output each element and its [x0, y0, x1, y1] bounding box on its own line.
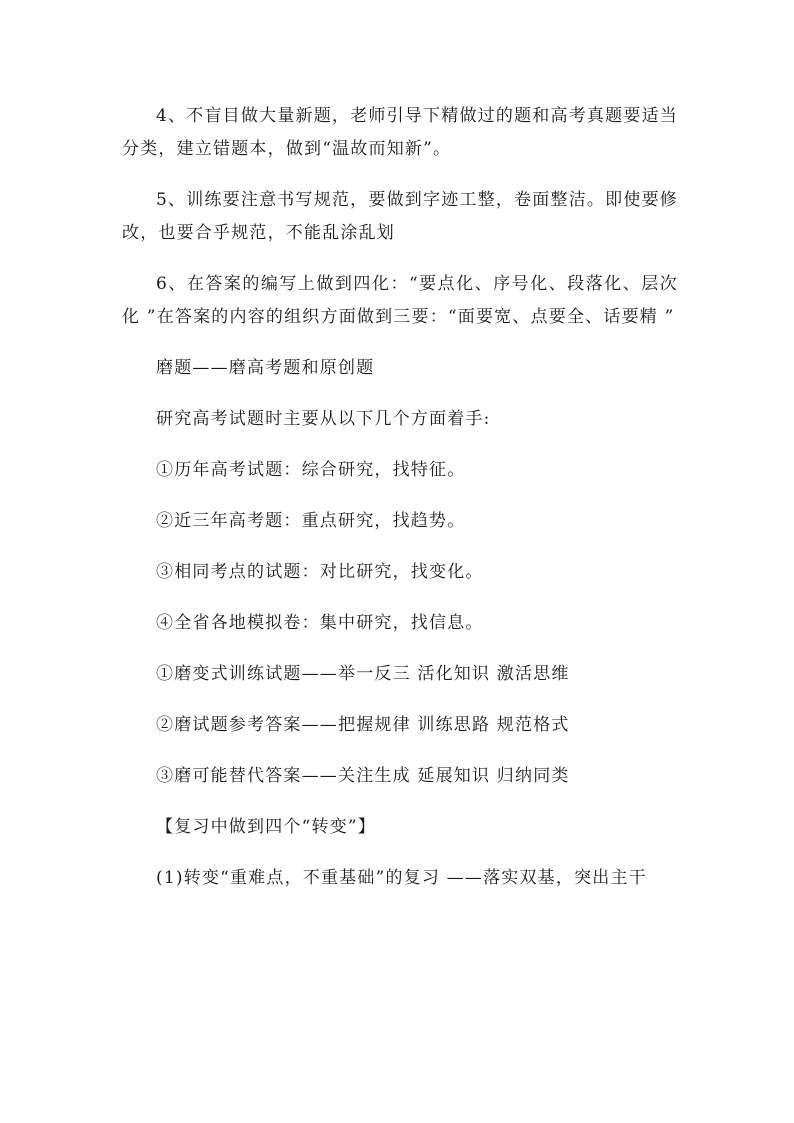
document-body — [122, 100, 678, 913]
section-heading: 【复习中做到四个“转变”】 — [156, 817, 376, 837]
mo-method-1: ①磨变式训练试题——举一反三 活化知识 激活思维 — [156, 664, 570, 684]
change-item-1: (1)转变“重难点，不重基础”的复习 ——落实双基，突出主干 — [156, 868, 647, 888]
research-point-4: ④全省各地模拟卷：集中研究，找信息。 — [156, 613, 484, 633]
mo-method-3: ③磨可能替代答案——关注生成 延展知识 归纳同类 — [156, 766, 570, 786]
mo-ti-heading: 磨题——磨高考题和原创题 — [156, 358, 375, 378]
paragraph-item-4: 4、不盲目做大量新题，老师引导下精做过的题和高考真题要适当分类，建立错题本，做到“温故而知新”。 — [122, 106, 678, 159]
research-point-3: ③相同考点的试题：对比研究，找变化。 — [156, 562, 484, 582]
research-point-1: ①历年高考试题：综合研究，找特征。 — [156, 460, 466, 480]
mo-method-2: ②磨试题参考答案——把握规律 训练思路 规范格式 — [156, 715, 570, 735]
research-point-2: ②近三年高考题：重点研究，找趋势。 — [156, 511, 466, 531]
paragraph-item-5: 5、训练要注意书写规范，要做到字迹工整，卷面整洁。即使要修改，也要合乎规范，不能乱涂乱划 — [122, 190, 678, 243]
research-intro: 研究高考试题时主要从以下几个方面着手: — [156, 409, 491, 429]
paragraph-item-6: 6、在答案的编写上做到四化：“要点化、序号化、段落化、层次化 ”在答案的内容的组织方面做到三要：“面要宽、点要全、话要精 ” — [122, 274, 678, 327]
